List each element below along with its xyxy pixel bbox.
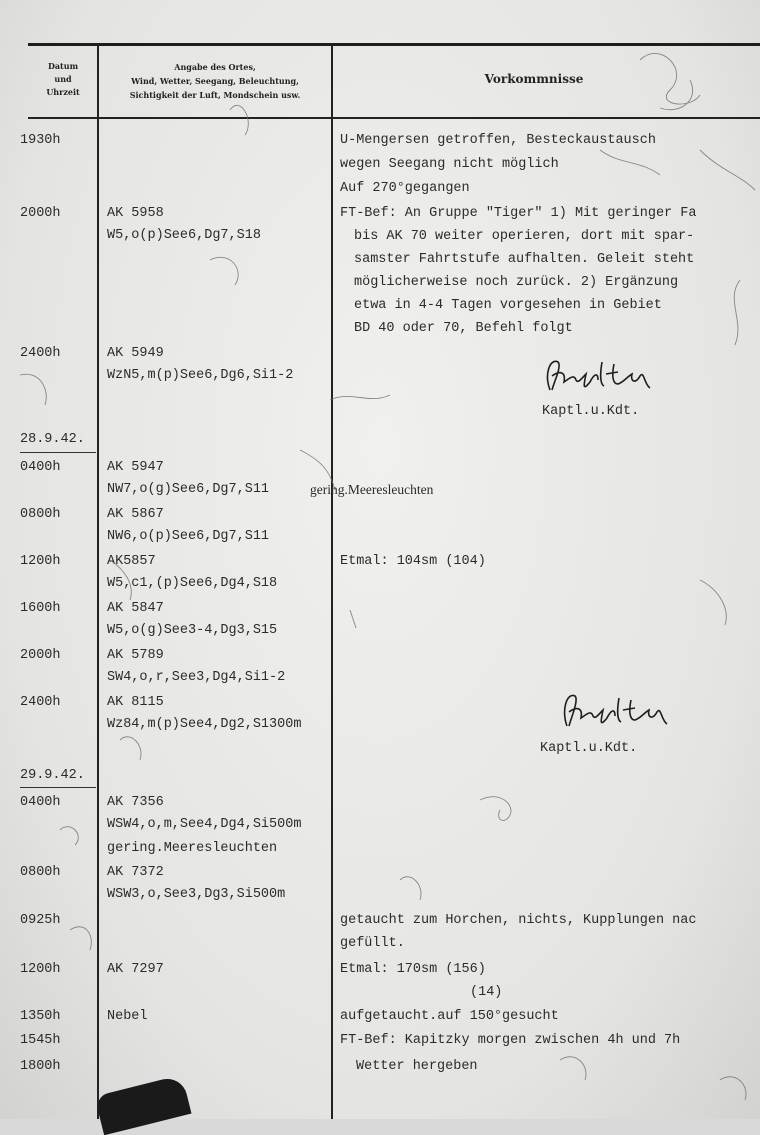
header-rule [28,117,760,119]
time-cell: 0800h [20,865,61,880]
header-date-line: Datum [47,61,79,71]
event-line: Wetter hergeben [356,1059,478,1074]
handwritten-signature [555,686,675,734]
time-cell: 1200h [20,962,61,977]
column-divider-date [97,43,99,1119]
event-line: U-Mengersen getroffen, Besteckaustausch [340,133,656,148]
time-cell: 2400h [20,695,61,710]
event-line: bis AK 70 weiter operieren, dort mit spar- [354,229,695,244]
weather-cell: Wz84,m(p)See4,Dg2,S1300m [107,717,302,732]
date-underline [20,787,96,788]
event-line: getaucht zum Horchen, nichts, Kupplungen nac [340,913,697,928]
time-cell: 2000h [20,206,61,221]
time-cell: 1800h [20,1059,61,1074]
time-cell: 2000h [20,648,61,663]
weather-cell: gering.Meeresleuchten [107,841,278,856]
position-cell: AK 8115 [107,695,164,710]
event-line: aufgetaucht.auf 150°gesucht [340,1009,559,1024]
event-line: gefüllt. [340,936,405,951]
weather-cell: W5,o(p)See6,Dg7,S18 [107,228,261,243]
position-cell: AK 5789 [107,648,164,663]
position-cell: AK5857 [107,554,156,569]
time-cell: 0400h [20,460,61,475]
event-line: möglicherweise noch zurück. 2) Ergänzung [354,275,679,290]
position-cell: AK 5867 [107,507,164,522]
weather-cell: NW6,o(p)See6,Dg7,S11 [107,529,270,544]
header-place-line: Angabe des Ortes, [174,62,256,72]
weather-cell: WSW3,o,See3,Dg3,Si500m [107,887,286,902]
signature-caption: Kaptl.u.Kdt. [542,404,640,419]
weather-cell: W5,c1,(p)See6,Dg4,S18 [107,576,278,591]
time-cell: 1930h [20,133,61,148]
header-date-column [30,60,96,99]
time-cell: 0400h [20,795,61,810]
column-divider-place [331,43,333,1119]
time-cell: 2400h [20,346,61,361]
date-heading: 29.9.42. [20,768,85,783]
position-cell: AK 7356 [107,795,164,810]
weather-cell: NW7,o(g)See6,Dg7,S11 [107,482,270,497]
page-edge-shadow [94,1075,191,1135]
event-line: Etmal: 170sm (156) [340,962,486,977]
weather-cell: W5,o(g)See3-4,Dg3,S15 [107,623,278,638]
event-line: Auf 270°gegangen [340,181,470,196]
top-rule [28,43,760,46]
event-line: BD 40 oder 70, Befehl folgt [354,321,573,336]
position-cell: AK 7372 [107,865,164,880]
header-date-line: Uhrzeit [46,87,80,97]
time-cell: 1600h [20,601,61,616]
time-cell: 1200h [20,554,61,569]
event-line: Etmal: 104sm (104) [340,554,486,569]
position-cell: AK 5947 [107,460,164,475]
weather-cell: WSW4,o,m,See4,Dg4,Si500m [107,817,302,832]
position-cell: AK 5949 [107,346,164,361]
event-line: wegen Seegang nicht möglich [340,157,559,172]
weather-cell: SW4,o,r,See3,Dg4,Si1-2 [107,670,286,685]
weather-cell: Nebel [107,1009,148,1024]
signature-caption: Kaptl.u.Kdt. [540,741,638,756]
time-cell: 0925h [20,913,61,928]
event-line: gering.Meeresleuchten [310,482,434,497]
handwritten-signature [540,352,665,400]
event-line: FT-Bef: An Gruppe "Tiger" 1) Mit geringer Fa [340,206,697,221]
time-cell: 1545h [20,1033,61,1048]
date-underline [20,452,96,453]
weather-cell: WzN5,m(p)See6,Dg6,Si1-2 [107,368,294,383]
header-place-line: Wind, Wetter, Seegang, Beleuchtung, [131,76,299,86]
header-events-column: Vorkommnisse [484,72,584,86]
date-heading: 28.9.42. [20,432,85,447]
header-place-line: Sichtigkeit der Luft, Mondschein usw. [129,90,301,100]
position-cell: AK 7297 [107,962,164,977]
position-cell: AK 5847 [107,601,164,616]
event-line: (14) [470,985,503,1000]
time-cell: 0800h [20,507,61,522]
event-line: FT-Bef: Kapitzky morgen zwischen 4h und 7h [340,1033,681,1048]
header-date-line: und [54,74,72,84]
event-line: samster Fahrtstufe aufhalten. Geleit steht [354,252,695,267]
event-line: etwa in 4-4 Tagen vorgesehen in Gebiet [354,298,662,313]
header-place-column [100,60,330,102]
time-cell: 1350h [20,1009,61,1024]
position-cell: AK 5958 [107,206,164,221]
